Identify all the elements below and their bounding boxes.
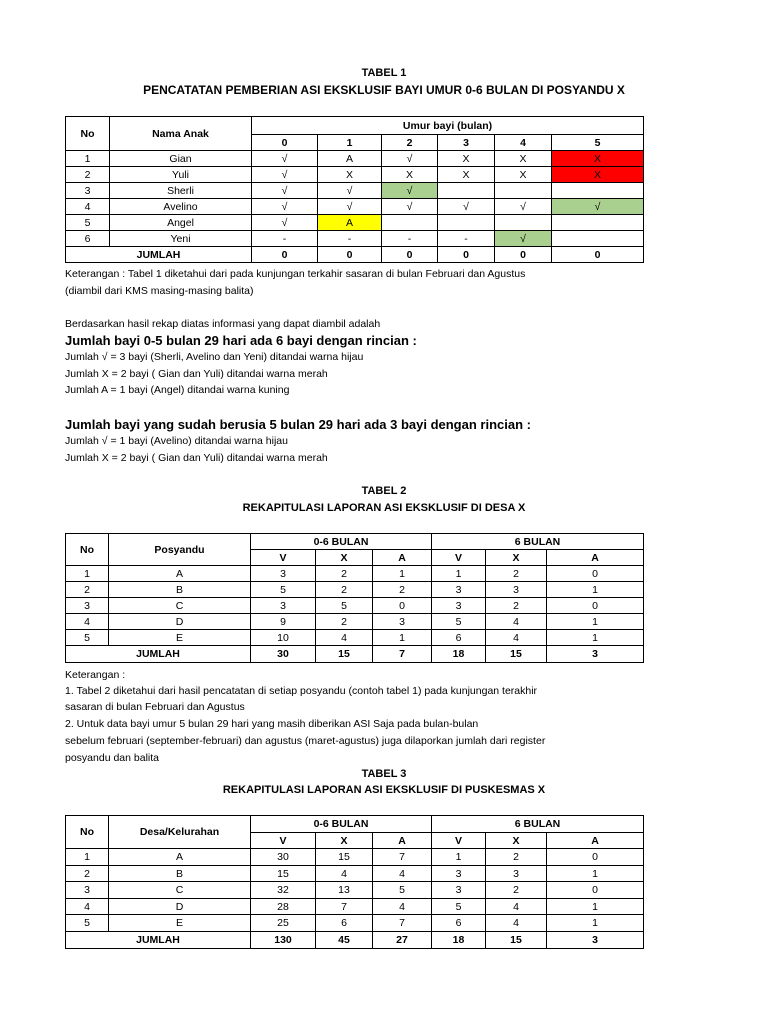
table3-sub-header: X (486, 833, 547, 849)
table3-total-row (66, 932, 644, 949)
cell-value: 0 (547, 566, 644, 582)
cell-name: Gian (110, 151, 252, 167)
cell-value: 4 (316, 866, 373, 882)
table2-caption: TABEL 2 (361, 485, 407, 497)
cell-value: 1 (547, 614, 644, 630)
cell-value: 1 (432, 849, 486, 866)
cell-status: A (318, 151, 382, 167)
table1-row (66, 231, 644, 247)
cell-name: Avelino (110, 199, 252, 215)
total-value: 0 (552, 247, 644, 263)
table1-note-line2: (diambil dari KMS masing-masing balita) (65, 285, 254, 297)
cell-value: 15 (251, 866, 316, 882)
cell-value: 1 (547, 582, 644, 598)
cell-value: 5 (432, 899, 486, 915)
total-label: JUMLAH (66, 247, 252, 263)
table2-header-unit: Posyandu (109, 534, 251, 566)
table2-note-line3: 2. Untuk data bayi umur 5 bulan 29 hari yang masih diberikan ASI Saja pada bulan-bulan (65, 718, 479, 730)
table2-title: REKAPITULASI LAPORAN ASI EKSKLUSIF DI DESA X (242, 502, 526, 514)
table2-note-line0: Keterangan : (65, 669, 126, 681)
summary-heading-2: Jumlah bayi yang sudah berusia 5 bulan 29 hari ada 3 bayi dengan rincian : (65, 417, 531, 432)
total-value: 3 (547, 646, 644, 663)
cell-no: 5 (66, 630, 109, 646)
cell-value: 2 (486, 849, 547, 866)
summary-line: Jumlah X = 2 bayi ( Gian dan Yuli) ditandai warna merah (65, 368, 328, 380)
cell-status: √ (252, 167, 318, 183)
cell-value: 2 (486, 598, 547, 614)
cell-status: - (252, 231, 318, 247)
cell-status-green: √ (382, 183, 438, 199)
cell-name: A (109, 849, 251, 866)
table2-sub-header: V (251, 550, 316, 566)
table2-note-line1: 1. Tabel 2 diketahui dari hasil pencatatan di setiap posyandu (contoh tabel 1) pada kunjungan terakhir (65, 685, 538, 697)
table3-header-group-6: 6 BULAN (432, 816, 644, 833)
cell-name: B (109, 866, 251, 882)
cell-name: B (109, 582, 251, 598)
table2-row (66, 598, 644, 614)
cell-value: 1 (547, 630, 644, 646)
cell-value: 1 (373, 630, 432, 646)
cell-value: 2 (316, 614, 373, 630)
cell-value: 7 (373, 915, 432, 932)
table3-title: REKAPITULASI LAPORAN ASI EKSKLUSIF DI PUSKESMAS X (222, 784, 546, 796)
cell-status: - (438, 231, 495, 247)
cell-no: 1 (66, 566, 109, 582)
cell-name: D (109, 899, 251, 915)
cell-status: X (495, 151, 552, 167)
cell-value: 4 (486, 614, 547, 630)
cell-value: 6 (432, 915, 486, 932)
cell-status (552, 231, 644, 247)
cell-value: 4 (373, 866, 432, 882)
cell-value: 2 (316, 582, 373, 598)
cell-status: √ (252, 183, 318, 199)
table3-sub-header: A (547, 833, 644, 849)
cell-no: 2 (66, 866, 109, 882)
table2-sub-header: A (373, 550, 432, 566)
table2-header-group-6: 6 BULAN (432, 534, 644, 550)
table3-row (66, 866, 644, 882)
table1-note-line1: Keterangan : Tabel 1 diketahui dari pada kunjungan terkahir sasaran di bulan Februari dan Agustus (65, 268, 526, 280)
table2-sub-header: V (432, 550, 486, 566)
cell-value: 32 (251, 882, 316, 899)
total-value: 0 (495, 247, 552, 263)
table3-row (66, 849, 644, 866)
cell-value: 3 (486, 866, 547, 882)
cell-value: 0 (373, 598, 432, 614)
cell-value: 3 (432, 582, 486, 598)
cell-value: 30 (251, 849, 316, 866)
cell-status: √ (495, 199, 552, 215)
cell-name: E (109, 630, 251, 646)
cell-value: 4 (373, 899, 432, 915)
cell-value: 6 (316, 915, 373, 932)
cell-status: √ (438, 199, 495, 215)
cell-value: 9 (251, 614, 316, 630)
table2-sub-header: X (316, 550, 373, 566)
cell-value: 5 (316, 598, 373, 614)
cell-no: 3 (66, 183, 110, 199)
table2-header-no: No (66, 534, 109, 566)
table2-note-line5: posyandu dan balita (65, 752, 159, 764)
cell-status (382, 215, 438, 231)
table1-total-row (66, 247, 644, 263)
cell-status-red: X (552, 167, 644, 183)
table2-row (66, 582, 644, 598)
table2-total-row (66, 646, 644, 663)
cell-no: 5 (66, 915, 109, 932)
cell-value: 5 (373, 882, 432, 899)
total-value: 0 (438, 247, 495, 263)
summary-intro: Berdasarkan hasil rekap diatas informasi yang dapat diambil adalah (65, 318, 381, 330)
cell-status (495, 183, 552, 199)
cell-value: 0 (547, 882, 644, 899)
cell-value: 3 (251, 566, 316, 582)
cell-name: Angel (110, 215, 252, 231)
table2-sub-header: X (486, 550, 547, 566)
table3 (65, 815, 644, 949)
table1-row (66, 199, 644, 215)
cell-value: 1 (547, 866, 644, 882)
total-value: 0 (252, 247, 318, 263)
table2-row (66, 614, 644, 630)
summary-line: Jumlah X = 2 bayi ( Gian dan Yuli) ditandai warna merah (65, 452, 328, 464)
total-value: 0 (318, 247, 382, 263)
cell-value: 4 (486, 899, 547, 915)
table3-sub-header: V (251, 833, 316, 849)
cell-status: √ (252, 199, 318, 215)
cell-status-green: √ (495, 231, 552, 247)
cell-no: 4 (66, 199, 110, 215)
table2-row (66, 566, 644, 582)
table1-row (66, 183, 644, 199)
cell-value: 3 (432, 598, 486, 614)
total-label: JUMLAH (66, 932, 251, 949)
cell-value: 25 (251, 915, 316, 932)
table3-row (66, 882, 644, 899)
cell-value: 1 (547, 899, 644, 915)
table3-sub-header: V (432, 833, 486, 849)
cell-no: 2 (66, 582, 109, 598)
cell-value: 4 (316, 630, 373, 646)
total-value: 0 (382, 247, 438, 263)
cell-name: Yeni (110, 231, 252, 247)
cell-value: 3 (432, 866, 486, 882)
cell-value: 7 (373, 849, 432, 866)
cell-value: 2 (316, 566, 373, 582)
table2-row (66, 630, 644, 646)
table1-month-1: 1 (318, 135, 382, 151)
cell-status (495, 215, 552, 231)
cell-value: 0 (547, 598, 644, 614)
cell-value: 4 (486, 630, 547, 646)
total-value: 15 (316, 646, 373, 663)
cell-status: √ (318, 199, 382, 215)
cell-no: 1 (66, 849, 109, 866)
cell-status: X (438, 151, 495, 167)
cell-status: √ (252, 151, 318, 167)
summary-heading-1: Jumlah bayi 0-5 bulan 29 hari ada 6 bayi dengan rincian : (65, 333, 417, 348)
cell-status-green: √ (552, 199, 644, 215)
cell-status: √ (382, 151, 438, 167)
table1-month-4: 4 (495, 135, 552, 151)
cell-value: 3 (486, 582, 547, 598)
total-value: 30 (251, 646, 316, 663)
total-value: 18 (432, 932, 486, 949)
cell-value: 10 (251, 630, 316, 646)
cell-value: 7 (316, 899, 373, 915)
total-value: 18 (432, 646, 486, 663)
cell-status (438, 215, 495, 231)
cell-no: 3 (66, 598, 109, 614)
cell-name: E (109, 915, 251, 932)
cell-status (552, 183, 644, 199)
table1-header-name: Nama Anak (110, 117, 252, 151)
cell-no: 3 (66, 882, 109, 899)
total-value: 27 (373, 932, 432, 949)
total-value: 15 (486, 646, 547, 663)
table1-caption: TABEL 1 (361, 67, 407, 79)
cell-status: √ (382, 199, 438, 215)
cell-status (552, 215, 644, 231)
cell-value: 2 (486, 566, 547, 582)
table1 (65, 116, 644, 263)
table1-row (66, 167, 644, 183)
cell-status: X (438, 167, 495, 183)
cell-value: 3 (432, 882, 486, 899)
cell-no: 4 (66, 899, 109, 915)
cell-name: C (109, 598, 251, 614)
cell-value: 28 (251, 899, 316, 915)
cell-value: 0 (547, 849, 644, 866)
cell-name: D (109, 614, 251, 630)
cell-no: 5 (66, 215, 110, 231)
summary-line: Jumlah √ = 1 bayi (Avelino) ditandai warna hijau (65, 435, 288, 447)
cell-value: 5 (251, 582, 316, 598)
table2-note-line2: sasaran di bulan Februari dan Agustus (65, 701, 245, 713)
table1-month-3: 3 (438, 135, 495, 151)
cell-status: - (382, 231, 438, 247)
total-value: 7 (373, 646, 432, 663)
table1-header-no: No (66, 117, 110, 151)
cell-no: 4 (66, 614, 109, 630)
cell-status-red: X (552, 151, 644, 167)
cell-status: X (495, 167, 552, 183)
cell-value: 5 (432, 614, 486, 630)
table3-header-group-0-6: 0-6 BULAN (251, 816, 432, 833)
table1-header-age: Umur bayi (bulan) (252, 117, 644, 135)
table3-sub-header: X (316, 833, 373, 849)
table1-month-0: 0 (252, 135, 318, 151)
table1-month-2: 2 (382, 135, 438, 151)
total-value: 15 (486, 932, 547, 949)
summary-line: Jumlah A = 1 bayi (Angel) ditandai warna kuning (65, 384, 290, 396)
cell-value: 1 (373, 566, 432, 582)
table3-row (66, 915, 644, 932)
cell-value: 6 (432, 630, 486, 646)
cell-name: Sherli (110, 183, 252, 199)
cell-value: 15 (316, 849, 373, 866)
cell-status (438, 183, 495, 199)
cell-no: 6 (66, 231, 110, 247)
total-label: JUMLAH (66, 646, 251, 663)
cell-status: - (318, 231, 382, 247)
cell-status: X (318, 167, 382, 183)
table2-header-group-0-6: 0-6 BULAN (251, 534, 432, 550)
cell-no: 2 (66, 167, 110, 183)
cell-value: 2 (486, 882, 547, 899)
cell-value: 3 (251, 598, 316, 614)
cell-name: Yuli (110, 167, 252, 183)
table1-row (66, 215, 644, 231)
table2-sub-header: A (547, 550, 644, 566)
table3-sub-header: A (373, 833, 432, 849)
table1-month-5: 5 (552, 135, 644, 151)
cell-value: 4 (486, 915, 547, 932)
table2 (65, 533, 644, 663)
table2-note-line4: sebelum februari (september-februari) dan agustus (maret-agustus) juga dilaporkan jumlah dari register (65, 735, 546, 747)
cell-value: 13 (316, 882, 373, 899)
total-value: 45 (316, 932, 373, 949)
cell-name: C (109, 882, 251, 899)
cell-value: 3 (373, 614, 432, 630)
cell-status: √ (252, 215, 318, 231)
table3-header-no: No (66, 816, 109, 849)
table1-title: PENCATATAN PEMBERIAN ASI EKSKLUSIF BAYI UMUR 0-6 BULAN DI POSYANDU X (143, 83, 625, 97)
cell-status: √ (318, 183, 382, 199)
cell-name: A (109, 566, 251, 582)
cell-value: 2 (373, 582, 432, 598)
total-value: 3 (547, 932, 644, 949)
summary-line: Jumlah √ = 3 bayi (Sherli, Avelino dan Yeni) ditandai warna hijau (65, 351, 364, 363)
total-value: 130 (251, 932, 316, 949)
cell-value: 1 (432, 566, 486, 582)
cell-status: X (382, 167, 438, 183)
table3-caption: TABEL 3 (361, 768, 407, 780)
table1-row (66, 151, 644, 167)
table3-header-unit: Desa/Kelurahan (109, 816, 251, 849)
cell-status-yellow: A (318, 215, 382, 231)
table3-row (66, 899, 644, 915)
cell-no: 1 (66, 151, 110, 167)
cell-value: 1 (547, 915, 644, 932)
